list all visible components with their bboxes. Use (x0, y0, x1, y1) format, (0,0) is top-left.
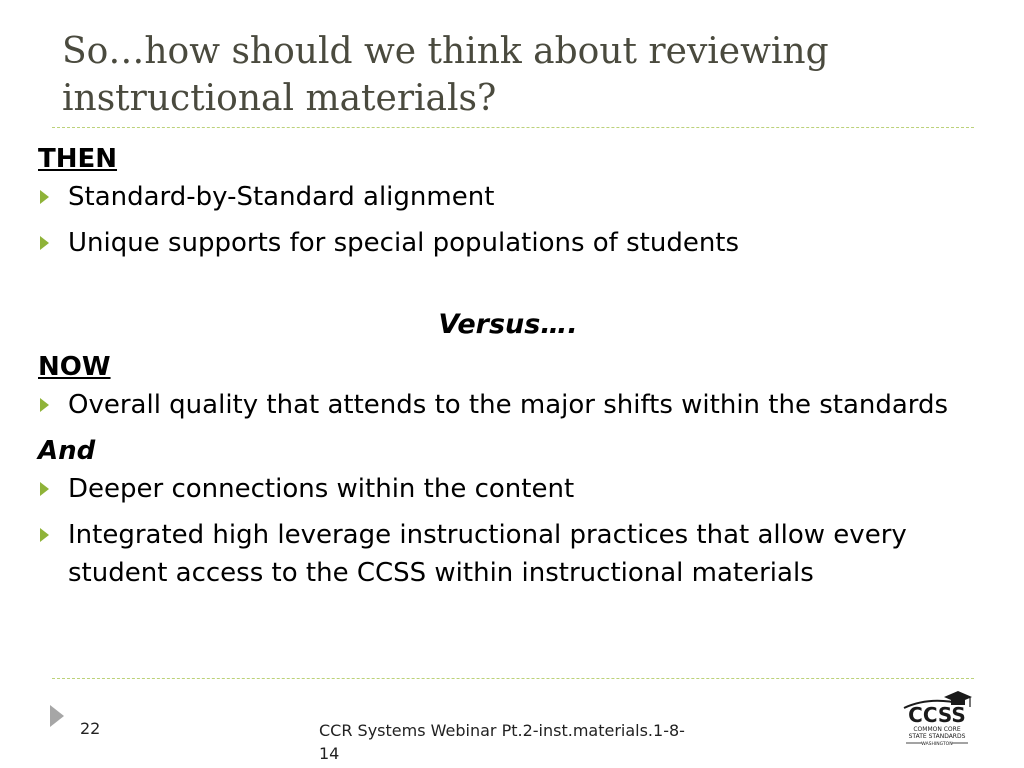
page-number: 22 (80, 719, 101, 738)
logo-line3: WASHINGTON (921, 742, 953, 747)
triangle-bullet-icon (40, 190, 49, 204)
list-item-text: Standard-by-Standard alignment (68, 182, 495, 212)
and-list (38, 470, 978, 592)
triangle-bullet-icon (40, 482, 49, 496)
triangle-bullet-icon (40, 528, 49, 542)
list-item (38, 386, 978, 424)
versus-label: Versus…. (438, 309, 578, 340)
logo-line1: COMMON CORE (913, 726, 961, 733)
list-item (38, 224, 978, 262)
triangle-bullet-icon (40, 236, 49, 250)
list-item (38, 470, 978, 508)
then-list (38, 178, 978, 262)
and-label: And (38, 436, 96, 466)
slide-body (38, 140, 978, 600)
triangle-bullet-icon (40, 398, 49, 412)
play-arrow-icon (50, 705, 64, 727)
list-item-text: Deeper connections within the content (68, 474, 575, 504)
list-item-text: Integrated high leverage instructional practices that allow every student access to the CCSS within instructional materials (68, 520, 907, 588)
list-item (38, 516, 978, 592)
title-divider (52, 127, 974, 128)
now-heading: NOW (38, 352, 111, 382)
list-item (38, 178, 978, 216)
footer-text: CCR Systems Webinar Pt.2-inst.materials.1-8-14 (319, 721, 685, 763)
logo-line2: STATE STANDARDS (908, 733, 966, 740)
list-item-text: Unique supports for special populations of students (68, 228, 740, 258)
now-list (38, 386, 978, 424)
list-item-text: Overall quality that attends to the major shifts within the standards (68, 390, 949, 420)
then-heading: THEN (38, 144, 118, 174)
ccss-logo (900, 688, 974, 750)
logo-mark: CCSS (908, 703, 966, 727)
footer-divider (52, 678, 974, 679)
slide-title: So…how should we think about reviewing instructional materials? (62, 31, 829, 119)
